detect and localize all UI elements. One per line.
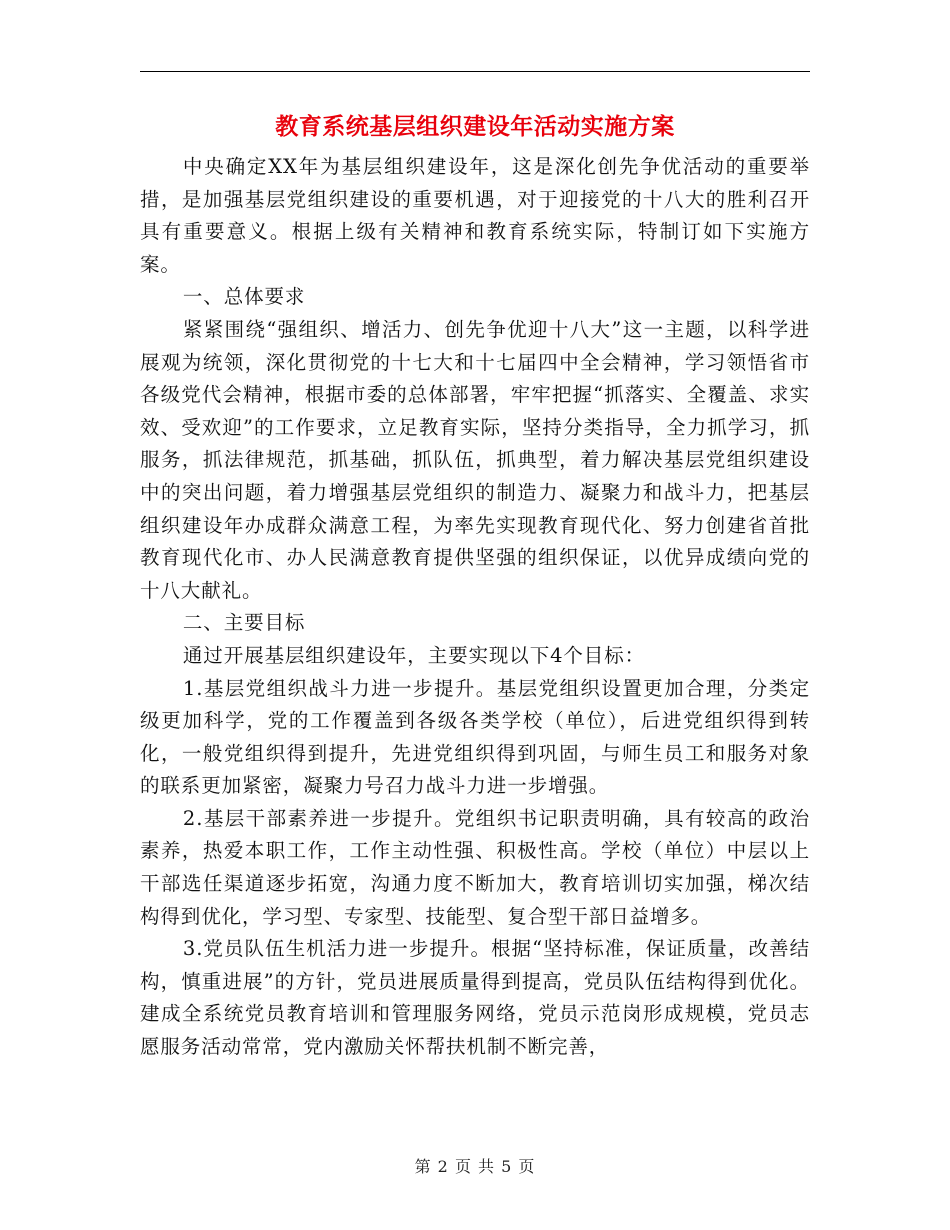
document-title: 教育系统基层组织建设年活动实施方案 — [275, 113, 675, 140]
paragraph-general-requirements: 紧紧围绕“强组织、增活力、创先争优迎十八大”这一主题，以科学进展观为统领，深化贯彻党的十七大和十七届四中全会精神，学习领悟省市各级党代会精神，根据市委的总体部署，牢牢把握“抓落实、全覆盖、求实效、受欢迎”的工作要求，立足教育实际，坚持分类指导，全力抓学习，抓服务，抓法律规范，抓基础，抓队伍，抓典型，着力解决基层党组织建设中的突出问题，着力增强基层党组织的制造力、凝聚力和战斗力，把基层组织建设年办成群众满意工程，为率先实现教育现代化、努力创建省首批教育现代化市、办人民满意教育提供坚强的组织保证，以优异成绩向党的十八大献礼。 — [140, 317, 810, 602]
heading-main-goals: 二、主要目标 — [182, 611, 306, 635]
paragraph-goal-3: 3.党员队伍生机活力进一步提升。根据“坚持标准，保证质量，改善结构，慎重进展”的方针，党员进展质量得到提高，党员队伍结构得到优化。建成全系统党员教育培训和管理服务网络，党员示范岗形成规模，党员志愿服务活动常常，党内激励关怀帮扶机制不断完善， — [140, 937, 810, 1059]
document-body — [140, 151, 810, 1064]
paragraph-intro: 中央确定XX年为基层组织建设年，这是深化创先争优活动的重要举措，是加强基层党组织建设的重要机遇，对于迎接党的十八大的胜利召开具有重要意义。根据上级有关精神和教育系统实际，特制订如下实施方案。 — [140, 155, 810, 276]
paragraph-goal-1: 1.基层党组织战斗力进一步提升。基层党组织设置更加合理，分类定级更加科学，党的工作覆盖到各级各类学校（单位），后进党组织得到转化，一般党组织得到提升，先进党组织得到巩固，与师生员工和服务对象的联系更加紧密，凝聚力号召力战斗力进一步增强。 — [140, 676, 810, 798]
paragraph-goals-intro: 通过开展基层组织建设年，主要实现以下4个目标： — [182, 643, 645, 667]
header-rule — [140, 71, 810, 72]
paragraph-goal-2: 2.基层干部素养进一步提升。党组织书记职责明确，具有较高的政治素养，热爱本职工作，工作主动性强、积极性高。学校（单位）中层以上干部选任渠道逐步拓宽，沟通力度不断加大，教育培训切实加强，梯次结构得到优化，学习型、专家型、技能型、复合型干部日益增多。 — [140, 806, 810, 928]
page-number: 第 2 页 共 5 页 — [414, 1157, 536, 1176]
heading-general-requirements: 一、总体要求 — [182, 285, 306, 309]
